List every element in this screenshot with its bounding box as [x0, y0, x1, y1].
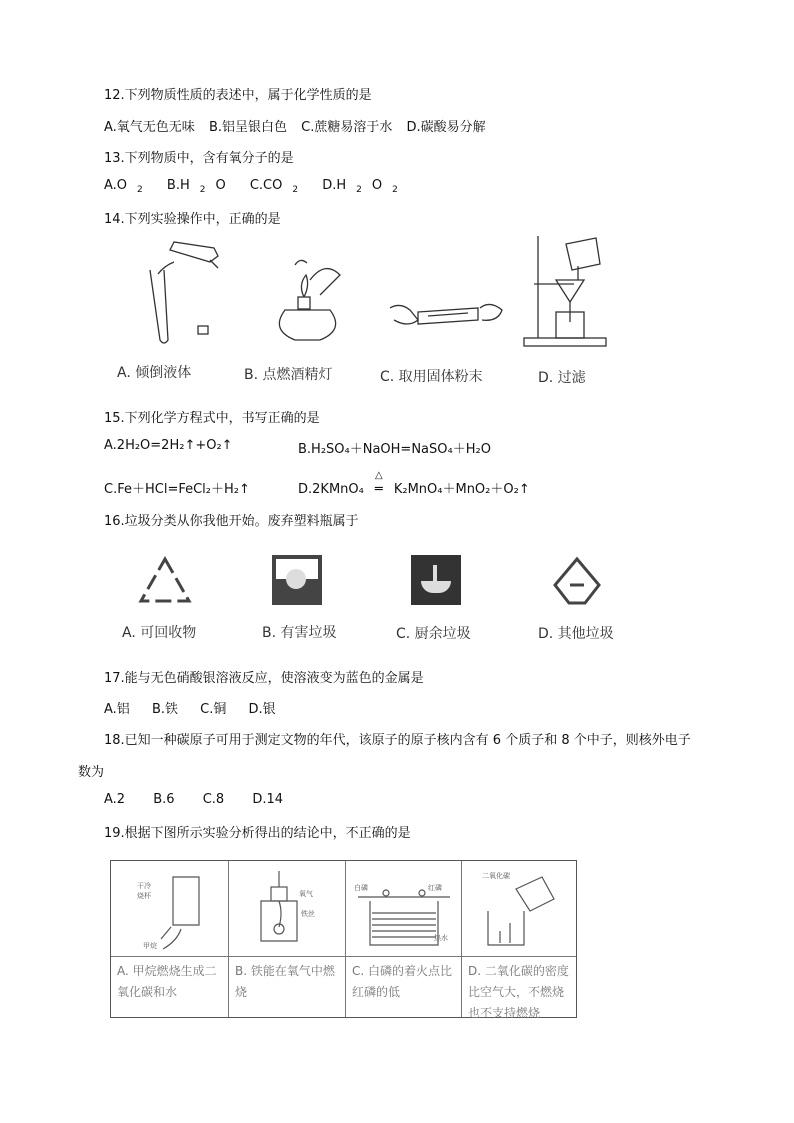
q12-option-a[interactable]: A.氧气无色无味: [104, 120, 195, 135]
q13-b-sub: 2: [199, 185, 206, 195]
kitchen-waste-icon[interactable]: [411, 555, 461, 605]
q14-caption-a: A. 倾倒液体: [117, 365, 192, 381]
label-dry-cold: 干冷: [137, 882, 151, 890]
q13-option-b[interactable]: [167, 178, 236, 193]
q15-option-d[interactable]: [298, 470, 530, 497]
q13-option-d[interactable]: [322, 178, 408, 193]
q13-d-formula: D.H: [322, 178, 347, 193]
q12-option-c[interactable]: C.蔗糖易溶于水: [301, 120, 393, 135]
q15-stem: 15.下列化学方程式中，书写正确的是: [104, 411, 320, 426]
q13-d-mid: O: [371, 178, 383, 193]
q17-option-b[interactable]: B.铁: [151, 702, 179, 717]
q17-option-d[interactable]: D.银: [248, 702, 276, 717]
label-red-phosphorus: 红磷: [428, 884, 442, 892]
q13-option-a[interactable]: [104, 178, 153, 193]
q14-caption-d: D. 过滤: [538, 370, 586, 386]
recycle-icon[interactable]: [135, 555, 195, 610]
q18-option-c[interactable]: C.8: [202, 792, 225, 807]
label-oxygen: 氧气: [299, 890, 313, 898]
q16-caption-a: A. 可回收物: [122, 625, 197, 641]
q13-c-sub: 2: [292, 185, 299, 195]
q12-options: [104, 116, 496, 135]
other-waste-icon[interactable]: [550, 555, 605, 610]
label-white-phosphorus: 白磷: [354, 884, 368, 892]
q19-cell-c[interactable]: [346, 861, 462, 1017]
q13-c-formula: C.CO: [249, 178, 283, 193]
q19-experiment-table: [110, 860, 577, 1018]
q12-option-b[interactable]: B.铝呈银白色: [208, 120, 288, 135]
q16-stem: 16.垃圾分类从你我他开始。废弃塑料瓶属于: [104, 514, 359, 529]
q15-option-b[interactable]: B.H₂SO₄＋NaOH=NaSO₄＋H₂O: [298, 442, 491, 457]
q15-d-products: K₂MnO₄＋MnO₂＋O₂↑: [393, 482, 530, 497]
q13-options: [104, 178, 418, 195]
q15-d-condition: △ ═: [364, 482, 394, 497]
q17-option-c[interactable]: C.铜: [200, 702, 227, 717]
q18-option-b[interactable]: B.6: [153, 792, 175, 807]
carbon-dioxide-figure: [462, 861, 576, 956]
q13-option-c[interactable]: [250, 178, 308, 193]
q19-cell-d-text: D. 二氧化碳的密度比空气大，不燃烧也不支持燃烧: [468, 964, 569, 1020]
q15-d-reactant: D.2KMnO₄: [298, 482, 364, 497]
q14-stem: 14.下列实验操作中，正确的是: [104, 212, 281, 227]
q13-b-post: O: [215, 178, 226, 193]
q13-stem: 13.下列物质中，含有氧分子的是: [104, 151, 294, 166]
q19-stem: 19.根据下图所示实验分析得出的结论中，不正确的是: [104, 826, 411, 841]
q15-option-a[interactable]: A.2H₂O=2H₂↑+O₂↑: [104, 438, 233, 453]
label-methane: 甲烷: [143, 942, 157, 950]
q19-cell-c-text: C. 白磷的着火点比红磷的低: [352, 964, 453, 999]
solid-powder-figure[interactable]: [388, 288, 508, 348]
methane-burning-figure: [111, 861, 229, 956]
q13-b-formula: B.H: [166, 178, 190, 193]
q18-stem-line1: 18.已知一种碳原子可用于测定文物的年代，该原子的原子核内含有 6 个质子和 8 个中子，则核外电子: [104, 733, 691, 748]
q15-option-c[interactable]: C.Fe＋HCl=FeCl₂＋H₂↑: [104, 482, 250, 497]
q18-option-a[interactable]: A.2: [104, 792, 126, 807]
q12-stem: 12.下列物质性质的表述中，属于化学性质的是: [104, 88, 372, 103]
q14-caption-c: C. 取用固体粉末: [380, 369, 483, 385]
iron-oxygen-figure: [229, 861, 346, 956]
q18-option-d[interactable]: D.14: [252, 792, 283, 807]
q13-a-sub: 2: [137, 185, 143, 195]
q19-cell-b-text: B. 铁能在氧气中燃烧: [235, 964, 335, 999]
q14-caption-b: B. 点燃酒精灯: [244, 367, 333, 383]
alcohol-lamp-figure[interactable]: [260, 255, 350, 350]
q18-options: [104, 792, 293, 807]
q13-d-sub2: 2: [392, 185, 398, 195]
label-carbon-dioxide: 二氧化碳: [482, 872, 510, 880]
hazardous-waste-icon[interactable]: [272, 555, 322, 605]
q19-cell-d[interactable]: [462, 861, 576, 1020]
pour-liquid-figure[interactable]: [130, 240, 230, 352]
q16-caption-d: D. 其他垃圾: [538, 626, 614, 642]
heat-triangle-icon: △: [374, 470, 383, 481]
q13-d-sub1: 2: [356, 185, 362, 195]
q19-cell-b[interactable]: [229, 861, 346, 1017]
label-hot-water: 热水: [434, 934, 448, 942]
q16-caption-c: C. 厨余垃圾: [396, 626, 471, 642]
label-iron-wire: 铁丝: [301, 910, 315, 918]
q19-cell-a-text: A. 甲烷燃烧生成二氧化碳和水: [117, 964, 217, 999]
q17-stem: 17.能与无色硝酸银溶液反应，使溶液变为蓝色的金属是: [104, 671, 424, 686]
q17-option-a[interactable]: A.铝: [104, 702, 130, 717]
q18-stem-line2: 数为: [78, 765, 105, 780]
label-beaker: 烧杯: [137, 892, 151, 900]
q13-a-formula: A.O: [104, 178, 128, 193]
q16-caption-b: B. 有害垃圾: [262, 625, 337, 641]
q19-cell-a[interactable]: [111, 861, 229, 1017]
q17-options: [104, 698, 286, 717]
filtration-figure[interactable]: [520, 232, 610, 352]
q12-option-d[interactable]: D.碳酸易分解: [406, 120, 486, 135]
